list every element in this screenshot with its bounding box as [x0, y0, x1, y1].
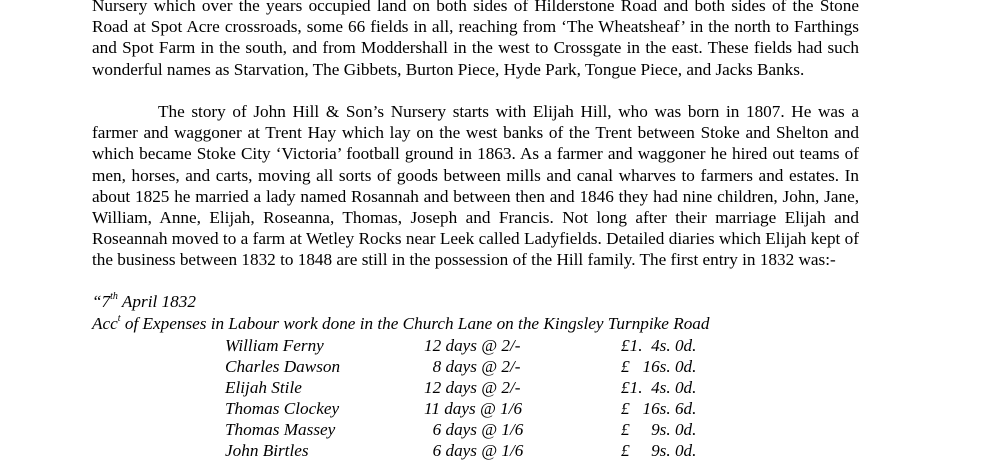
worker-days: 11 days @ 1/6	[424, 399, 523, 418]
worker-amount: £ 9s. 0d.	[621, 441, 697, 460]
entry-date	[92, 291, 196, 312]
worker-amount: £ 9s. 0d.	[621, 420, 697, 439]
paragraph-fields: Nursery which over the years occupied land on both sides of Hilderstone Road and both sides of the Stone Road at Spot Acre crossroads, some 66 fields in all, reaching from ‘The Wheatsheaf’ in the north to Farthings and Spot Farm in the south, and from Moddershall in the west to Crossgate in the east. These fields had such wonderful names as Starvation, The Gibbets, Burton Piece, Hyde Park, Tongue Piece, and Jacks Banks.	[92, 0, 859, 79]
worker-amount: £ 16s. 0d.	[621, 357, 697, 376]
worker-amount: £1. 4s. 0d.	[621, 378, 697, 397]
worker-amount: £1. 4s. 0d.	[621, 336, 697, 355]
entry-date-prefix: “7	[92, 292, 111, 311]
worker-name: John Birtles	[225, 441, 309, 460]
worker-name: Elijah Stile	[225, 378, 302, 397]
paragraph-history: The story of John Hill & Son’s Nursery starts with Elijah Hill, who was born in 1807. He was a farmer and waggoner at Trent Hay which lay on the west banks of the Trent between Stoke and Shelton and which became Stoke City ‘Victoria’ football ground in 1863. As a farmer and waggoner he hired out teams of men, horses, and carts, moving all sorts of goods between mills and canal wharves to farmers and estates. In about 1825 he married a lady named Rosannah and between then and 1846 they had nine children, John, Jane, William, Anne, Elijah, Roseanna, Thomas, Joseph and Francis. Not long after their marriage Elijah and Roseannah moved to a farm at Wetley Rocks near Leek called Ladyfields. Detailed diaries which Elijah kept of the business between 1832 to 1848 are still in the possession of the Hill family. The first entry in 1832 was:-	[92, 102, 859, 270]
worker-days: 6 days @ 1/6	[424, 420, 524, 439]
entry-heading-sup: t	[117, 313, 121, 325]
entry-date-sup: th	[110, 291, 118, 303]
worker-name: Charles Dawson	[225, 357, 341, 376]
worker-amount: £ 16s. 6d.	[621, 399, 697, 418]
entry-heading	[92, 313, 710, 334]
worker-name: William Ferny	[225, 336, 324, 355]
worker-name: Thomas Massey	[225, 420, 336, 439]
entry-heading-prefix: Acc	[92, 314, 118, 333]
worker-days: 12 days @ 2/-	[424, 336, 521, 355]
entry-date-suffix: April 1832	[117, 292, 196, 311]
worker-days: 6 days @ 1/6	[424, 441, 524, 460]
entry-heading-suffix: of Expenses in Labour work done in the Church Lane on the Kingsley Turnpike Road	[120, 314, 710, 333]
worker-days: 8 days @ 2/-	[424, 357, 521, 376]
worker-name: Thomas Clockey	[225, 399, 340, 418]
worker-days: 12 days @ 2/-	[424, 378, 521, 397]
